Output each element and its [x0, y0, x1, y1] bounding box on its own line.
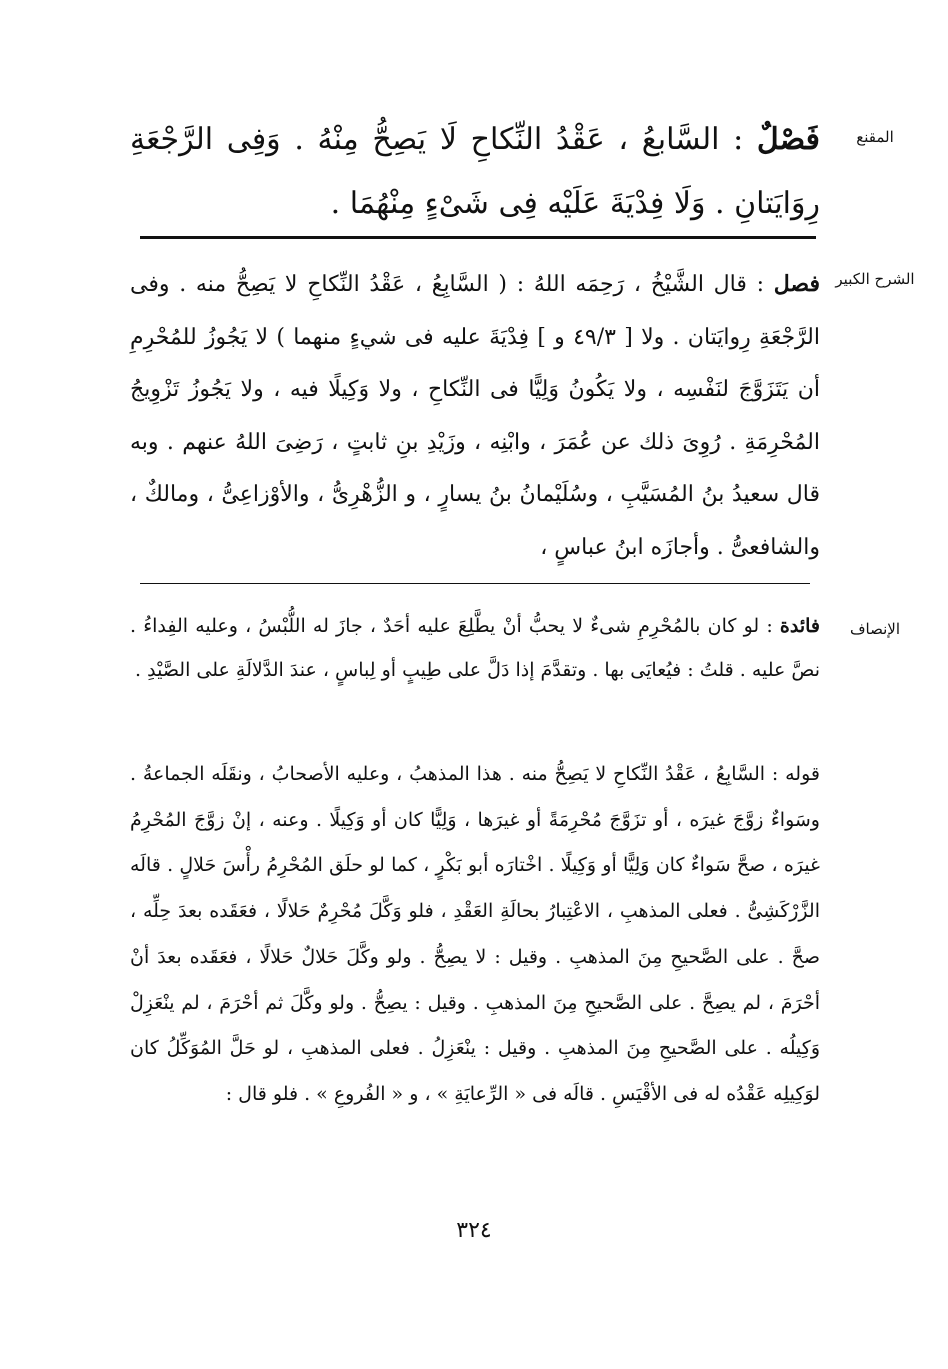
faida-keyword: فائدة	[779, 615, 820, 637]
page-number: ٣٢٤	[456, 1218, 492, 1243]
muqni-paragraph	[130, 108, 820, 236]
muqni-label: المقنع	[856, 128, 894, 146]
insaf-faida-section	[130, 604, 820, 692]
qawluh-paragraph: قوله : السَّابِعُ ، عَقْدُ النِّكاحِ لا يَصِحُّ منه . هذا المذهبُ ، وعليه الأصحابُ ، ونقَلَه الجماعةُ . وسَواءٌ زوَّجَ غيرَه ، أو تزَوَّجَ مُحْرِمَةً أو غيرَها ، وَلِيًّا كان أو وَكِيلًا . وعنه ، إنْ زوَّجَ المُحْرِمُ غيرَه ، صحَّ سَواءٌ كان وَلِيًّا أو وَكِيلًا . اخْتارَه أبو بَكْرٍ ، كما لو حلَق المُحْرِمُ رأْسَ حَلالٍ . قالَه الزَّرْكَشِىُّ . فعلى المذهبِ ، الاعْتِبارُ بحالَةِ العَقْدِ ، فلو وَكَّلَ مُحْرِمٌ حَلالًا ، فعَقَده بعدَ حِلِّه ، صحَّ . على الصَّحيحِ مِنَ المذهبِ . وقيل : لا يصِحُّ . ولو وكَّلَ حَلالٌ حَلالًا ، فعَقَده بعدَ أنْ أحْرَمَ ، لم يصِحَّ . على الصَّحيحِ مِنَ المذهبِ . وقيل : يصِحُّ . ولو وكَّلَ ثم أحْرَمَ ، لم ينْعَزِلْ وَكِيلُه . على الصَّحيحِ مِنَ المذهبِ . وقيل : ينْعَزِلُ . فعلى المذهبِ ، لو حَلَّ المُوَكِّلُ كان لوَكِيلِه عَقْدُه له فى الأقْيَسِ . قالَه فى « الرِّعايَةِ » ، و « الفُروعِ » . فلو قال :	[130, 763, 820, 1105]
sharh-body: : قال الشَّيْخُ ، رَحِمَه اللهُ : ( السَّابِعُ ، عَقْدُ النِّكاحِ لا يَصِحُّ منه . وفى الرَّجْعَةِ رِوايَتان . ولا [ ٤٩/٣ و ] فِدْيَةَ عليه فى شيءٍ منهما ) لا يَجُوزُ للمُحْرِمِ أن يَتَزَوَّجَ لنَفْسِه ، ولا يَكُونُ وَلِيًّا فى النِّكاحِ ، ولا وَكِيلًا فيه ، ولا يَجُوزُ تَزْوِيجُ المُحْرِمَةِ . رُوِىَ ذلك عن عُمَرَ ، وابْنِه ، وزَيْدِ بنِ ثابتٍ ، رَضِىَ اللهُ عنهم . وبه قال سعيدُ بنُ المُسَيَّبِ ، وسُلَيْمانُ بنُ يسارٍ ، و الزُّهْرِىُّ ، والأوْزاعِىُّ ، ومالكٌ ، والشافعىُّ . وأجازَه ابنُ عباسٍ ،	[130, 272, 820, 560]
section-divider	[140, 583, 810, 584]
insaf-qawluh-section	[130, 752, 820, 1118]
faida-body: : لو كان بالمُحْرِمِ شىءٌ لا يحبُّ أنْ يطَّلِعَ عليه أحَدٌ ، جازَ له اللُّبْسُ ، وعليه الفِداءُ . نصَّ عليه . قلتُ : فيُعايَى بها . وتقدَّمَ إذا دَلَّ على طِيبٍ أو لِباسٍ ، عندَ الدَّلالَةِ على الصَّيْدِ .	[130, 615, 820, 681]
muqni-section	[130, 108, 820, 236]
sharh-keyword: فصل	[773, 271, 820, 297]
muqni-keyword: فَصْلٌ	[756, 122, 820, 157]
section-divider	[140, 236, 816, 239]
sharh-label: الشرح الكبير	[835, 270, 915, 288]
faida-paragraph	[130, 604, 820, 692]
sharh-section	[130, 258, 820, 574]
insaf-label: الإنصاف	[849, 620, 901, 638]
muqni-body: : السَّابعُ ، عَقْدُ النِّكاحِ لَا يَصِحُّ مِنْهُ . وَفِى الرَّجْعَةِ رِوَايَتانِ . وَلَا فِدْيَةَ عَلَيْه فِى شَىْءٍ مِنْهُمَا .	[130, 122, 820, 221]
sharh-paragraph	[130, 258, 820, 574]
